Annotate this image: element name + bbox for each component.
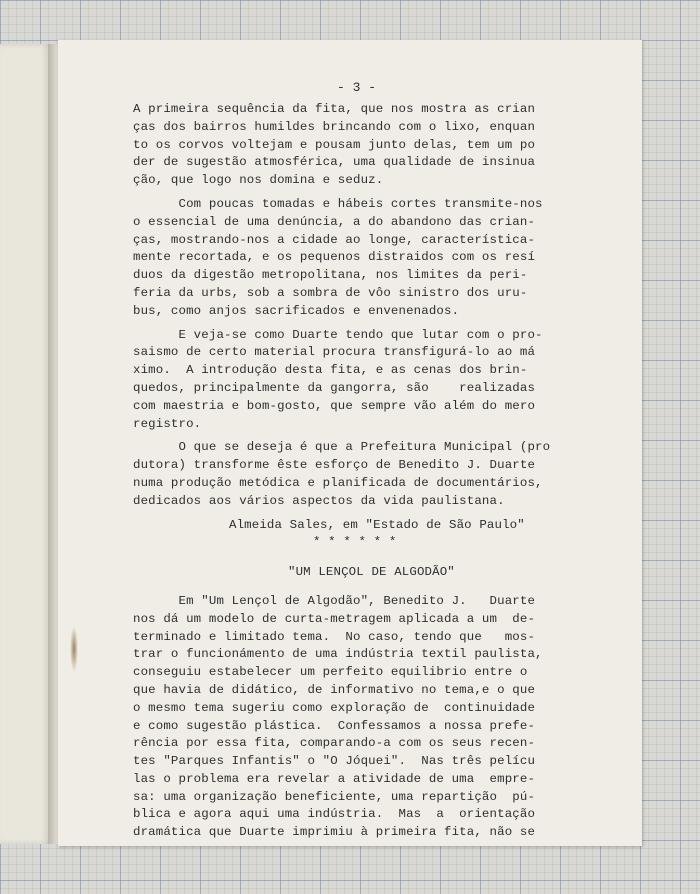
text-line: dramática que Duarte imprimiu à primeira fita, não se — [133, 825, 536, 840]
text-line: e como sugestão plástica. Confessamos a nossa prefe- — [133, 718, 536, 733]
text-line: to os corvos voltejam e pousam junto delas, tem um po — [133, 137, 536, 152]
paragraph-2 — [133, 196, 573, 321]
separator-stars: * * * * * * — [313, 535, 397, 550]
text-line: dedicados aos vários aspectos da vida paulistana. — [133, 493, 505, 508]
paragraph-1 — [133, 101, 573, 190]
text-line: A primeira sequência da fita, que nos mostra as crian — [133, 102, 536, 116]
text-line: blica e agora aqui uma indústria. Mas a orientação — [133, 807, 536, 822]
text-line: Em "Um Lençol de Algodão", Benedito J. Duarte — [133, 593, 536, 608]
text-line: feria da urbs, sob a sombra de vôo sinistro dos uru- — [133, 285, 528, 300]
page-number: - 3 - — [337, 80, 377, 95]
text-line: conseguiu estabelecer um perfeito equilibrio entre o — [133, 665, 528, 680]
text-line: terminado e limitado tema. No caso, tendo que mos- — [133, 629, 536, 644]
text-line: sa: uma organização beneficiente, uma repartição pú- — [133, 789, 536, 804]
text-line: saismo de certo material procura transfigurá-lo ao má — [133, 345, 536, 360]
text-line: der de sugestão atmosférica, uma qualidade de insinua — [133, 155, 536, 170]
text-line: o essencial de uma denúncia, a do abandono das crian- — [133, 214, 536, 229]
text-line: duos da digestão metropolitana, nos limites da peri- — [133, 268, 528, 283]
text-line: bus, como anjos sacrificados e envenenados. — [133, 303, 460, 318]
paragraph-5 — [133, 593, 573, 842]
text-line: ximo. A introdução desta fita, e as cenas dos brin- — [133, 363, 528, 378]
text-line: O que se deseja é que a Prefeitura Municipal (pro — [133, 440, 551, 455]
text-line: dutora) transforme êste esforço de Benedito J. Duarte — [133, 458, 536, 473]
text-line: numa produção metódica e planificada de documentários, — [133, 475, 543, 490]
paragraph-4 — [133, 439, 573, 510]
text-line: ças dos bairros humildes brincando com o lixo, enquan — [133, 119, 536, 134]
text-line: quedos, principalmente da gangorra, são realizadas — [133, 380, 536, 395]
text-line: trar o funcionámento de uma indústria textil paulista, — [133, 647, 543, 662]
text-line: o mesmo tema sugeriu como exploração de continuidade — [133, 700, 536, 715]
paragraph-3 — [133, 327, 573, 434]
text-line: Com poucas tomadas e hábeis cortes transmite-nos — [133, 196, 543, 211]
section-title: "UM LENÇOL DE ALGODÃO" — [288, 565, 455, 580]
text-line: mente recortada, e os pequenos distraidos com os resí — [133, 250, 536, 265]
text-line: E veja-se como Duarte tendo que lutar com o pro- — [133, 327, 543, 342]
text-line: las o problema era revelar a atividade de uma empre- — [133, 771, 536, 786]
text-line: tes "Parques Infantis" o "O Jóquei". Nas três pelícu — [133, 754, 536, 769]
text-line: rência por essa fita, comparando-a com os seus recen- — [133, 736, 536, 751]
paper-stain — [70, 626, 78, 672]
left-page-edge — [0, 44, 50, 844]
text-line: com maestria e bom-gosto, que sempre vão além do mero — [133, 398, 536, 413]
text-line: ção, que logo nos domina e seduz. — [133, 173, 384, 188]
text-line: registro. — [133, 416, 202, 431]
text-line: que havia de didático, de informativo no tema,e o que — [133, 682, 536, 697]
text-line: ças, mostrando-nos a cidade ao longe, característica- — [133, 232, 536, 247]
text-line: nos dá um modelo de curta-metragem aplicada a um de- — [133, 611, 536, 626]
signature-line: Almeida Sales, em "Estado de São Paulo" — [229, 517, 525, 532]
typed-text-body — [133, 80, 573, 842]
